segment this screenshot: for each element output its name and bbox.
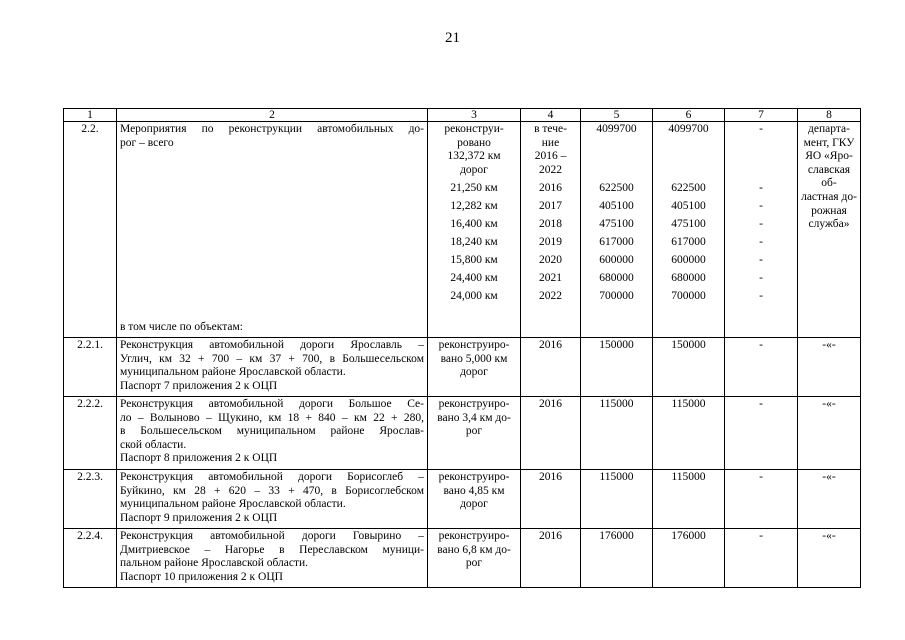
object-description: Реконструкция автомобильной дороги Большое Се- ло – Волыново – Щукино, км 18 + 840 – км 22 + 280, в Большесельском муниципальном районе Ярослав- ской области. Паспорт 8 приложения 2 к ОЦП xyxy=(117,397,428,470)
year-v7-value: - xyxy=(759,272,763,285)
object-description: Реконструкция автомобильной дороги Ярославль – Углич, км 32 + 700 – км 37 + 700, в Большесельском муниципальном районе Ярославской области. Паспорт 7 приложения 2 к ОЦП xyxy=(117,338,428,397)
year-v7-value: - xyxy=(759,236,763,249)
column-number: 6 xyxy=(653,109,725,122)
program-table xyxy=(63,108,861,588)
row-number: 2.2.1. xyxy=(64,338,117,397)
year-v6-value: 405100 xyxy=(671,200,706,213)
group-col3: реконструи- ровано 132,372 км дорог 21,250 км 12,282 км 16,400 км 18,240 км 15,800 км 24,400 км 24,000 км xyxy=(428,122,521,338)
year-v7-value: - xyxy=(759,290,763,303)
year-km-value: 15,800 км xyxy=(450,254,498,267)
group-title-cell xyxy=(117,122,428,338)
year-v7-value: - xyxy=(759,254,763,267)
group-col4: в тече- ние 2016 – 2022 2016 2017 2018 2019 2020 2021 2022 xyxy=(521,122,581,338)
year-v5-value: 405100 xyxy=(599,200,634,213)
group-row xyxy=(64,122,861,338)
row-number: 2.2. xyxy=(64,122,117,338)
column-number: 2 xyxy=(117,109,428,122)
year-km-value: 18,240 км xyxy=(450,236,498,249)
object-col5: 176000 xyxy=(581,529,653,588)
object-col7: - xyxy=(725,529,798,588)
year-v6-value: 600000 xyxy=(671,254,706,267)
object-row xyxy=(64,338,861,397)
row-number: 2.2.3. xyxy=(64,470,117,529)
group-col7: - - - - - - - - xyxy=(725,122,798,338)
page-number: 21 xyxy=(445,30,460,46)
column-number: 3 xyxy=(428,109,521,122)
object-col6: 115000 xyxy=(653,470,725,529)
object-responsible: -«- xyxy=(798,529,861,588)
year-v5-value: 680000 xyxy=(599,272,634,285)
object-row xyxy=(64,529,861,588)
year-year-value: 2022 xyxy=(539,290,562,303)
column-number-row xyxy=(64,109,861,122)
column-number: 7 xyxy=(725,109,798,122)
object-result: реконструиро- вано 6,8 км до- рог xyxy=(428,529,521,588)
year-year-value: 2020 xyxy=(539,254,562,267)
year-km-value: 24,000 км xyxy=(450,290,498,303)
object-description: Реконструкция автомобильной дороги Борисоглеб – Буйкино, км 28 + 620 – 33 + 470, в Борисоглебском муниципальном районе Ярославской области. Паспорт 9 приложения 2 к ОЦП xyxy=(117,470,428,529)
year-v6-value: 475100 xyxy=(671,218,706,231)
year-km-value: 24,400 км xyxy=(450,272,498,285)
year-year-value: 2019 xyxy=(539,236,562,249)
row-number: 2.2.2. xyxy=(64,397,117,470)
object-description: Реконструкция автомобильной дороги Говырино – Дмитриевское – Нагорье в Переславском муници- пальном районе Ярославской области. Паспорт 10 приложения 2 к ОЦП xyxy=(117,529,428,588)
object-result: реконструиро- вано 3,4 км до- рог xyxy=(428,397,521,470)
column-number: 1 xyxy=(64,109,117,122)
year-v5-value: 475100 xyxy=(599,218,634,231)
year-v5-value: 622500 xyxy=(599,182,634,195)
object-col7: - xyxy=(725,470,798,529)
year-year-value: 2016 xyxy=(539,182,562,195)
year-year-value: 2021 xyxy=(539,272,562,285)
column-number: 8 xyxy=(798,109,861,122)
row-number: 2.2.4. xyxy=(64,529,117,588)
year-km-value: 12,282 км xyxy=(450,200,498,213)
object-col5: 115000 xyxy=(581,470,653,529)
object-responsible: -«- xyxy=(798,338,861,397)
group-col5: 4099700 622500 405100 475100 617000 600000 680000 700000 xyxy=(581,122,653,338)
object-year: 2016 xyxy=(521,470,581,529)
object-col6: 176000 xyxy=(653,529,725,588)
object-responsible: -«- xyxy=(798,470,861,529)
object-year: 2016 xyxy=(521,529,581,588)
object-col5: 115000 xyxy=(581,397,653,470)
year-v7-value: - xyxy=(759,200,763,213)
group-title: Мероприятия по реконструкции автомобильных до- рог – всего xyxy=(120,123,424,149)
object-result: реконструиро- вано 4,85 км дорог xyxy=(428,470,521,529)
year-v6-value: 700000 xyxy=(671,290,706,303)
object-col7: - xyxy=(725,397,798,470)
object-col6: 150000 xyxy=(653,338,725,397)
year-km-value: 21,250 км xyxy=(450,182,498,195)
year-v6-value: 680000 xyxy=(671,272,706,285)
object-col7: - xyxy=(725,338,798,397)
year-v5-value: 600000 xyxy=(599,254,634,267)
group-col6: 4099700 622500 405100 475100 617000 600000 680000 700000 xyxy=(653,122,725,338)
object-row xyxy=(64,470,861,529)
column-number: 4 xyxy=(521,109,581,122)
year-v5-value: 617000 xyxy=(599,236,634,249)
year-v6-value: 622500 xyxy=(671,182,706,195)
object-responsible: -«- xyxy=(798,397,861,470)
year-year-value: 2018 xyxy=(539,218,562,231)
column-number: 5 xyxy=(581,109,653,122)
objects-caption: в том числе по объектам: xyxy=(120,321,243,334)
object-year: 2016 xyxy=(521,397,581,470)
responsible-cell: департа- мент, ГКУ ЯО «Яро- славская об- ластная до- рожная служба» xyxy=(798,122,861,338)
object-result: реконструиро- вано 5,000 км дорог xyxy=(428,338,521,397)
object-col5: 150000 xyxy=(581,338,653,397)
year-v6-value: 617000 xyxy=(671,236,706,249)
year-v5-value: 700000 xyxy=(599,290,634,303)
object-year: 2016 xyxy=(521,338,581,397)
year-v7-value: - xyxy=(759,182,763,195)
year-v7-value: - xyxy=(759,218,763,231)
object-col6: 115000 xyxy=(653,397,725,470)
year-km-value: 16,400 км xyxy=(450,218,498,231)
year-year-value: 2017 xyxy=(539,200,562,213)
object-row xyxy=(64,397,861,470)
